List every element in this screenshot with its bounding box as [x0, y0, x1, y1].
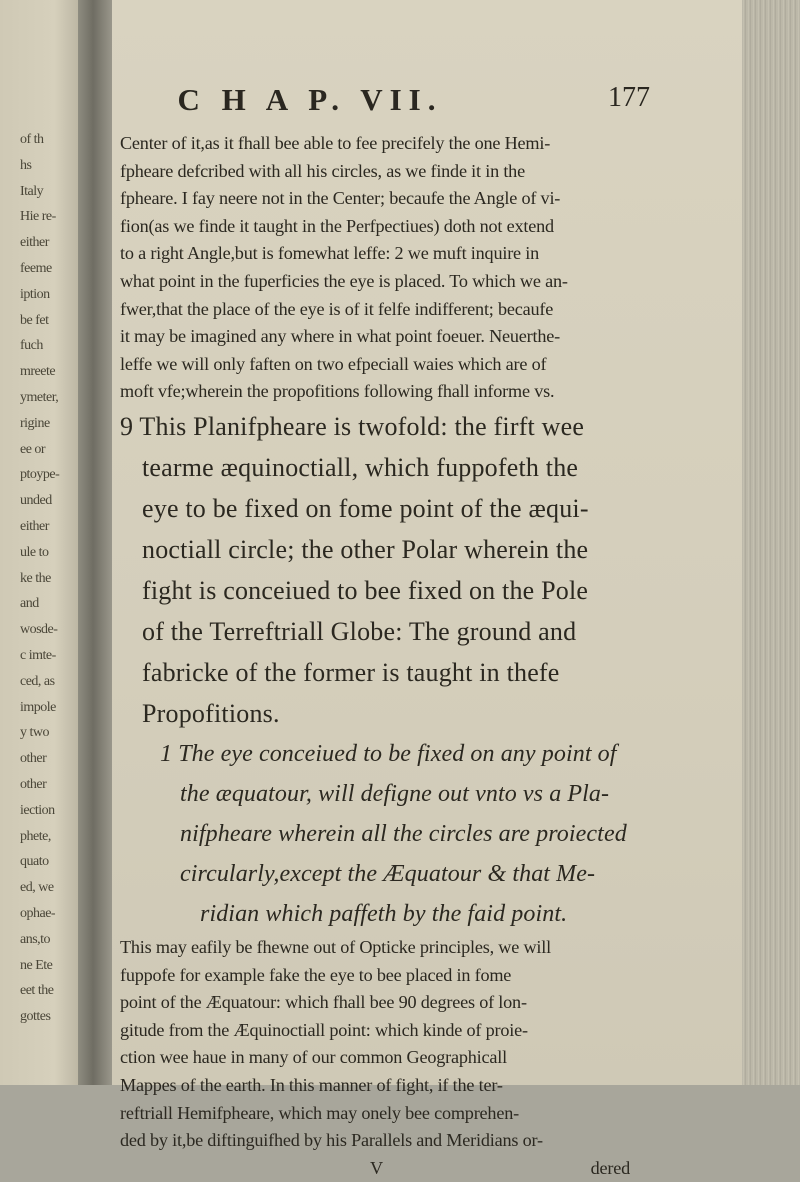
facing-text-fragment: quato — [20, 854, 49, 870]
facing-text-fragment: either — [20, 235, 49, 251]
text-line: tearme æquinoctiall, which fuppofeth the — [142, 452, 579, 482]
text-line: Center of it,as it fhall bee able to fee precifely the one Hemi- — [120, 133, 551, 153]
text-line: fabricke of the former is taught in thefe — [142, 657, 560, 687]
text-line: of the Terreftriall Globe: The ground and — [142, 616, 577, 646]
text-line: nifpheare wherein all the circles are proiected — [180, 820, 627, 847]
text-line: ction wee haue in many of our common Geographicall — [120, 1047, 507, 1068]
facing-text-fragment: ced, as — [20, 673, 55, 689]
facing-text-fragment: either — [20, 519, 49, 534]
text-line: 9 This Planifpheare is twofold: the firft wee — [120, 411, 585, 441]
facing-text-fragment: other — [20, 777, 47, 792]
facing-text-fragment: mreete — [20, 364, 56, 380]
facing-text-fragment: impole — [20, 699, 56, 715]
facing-text-fragment: hs — [20, 157, 32, 173]
facing-text-fragment: of th — [20, 132, 44, 147]
facing-text-fragment: Hie re- — [20, 209, 56, 225]
facing-text-fragment: phete, — [20, 828, 51, 844]
text-line: what point in the fuperficies the eye is placed. To which we an- — [120, 270, 568, 291]
facing-text-fragment: ee or — [20, 441, 46, 457]
text-line: Mappes of the earth. In this manner of fight, if the ter- — [120, 1074, 503, 1095]
text-line: 1 The eye conceiued to be fixed on any point of — [160, 740, 617, 767]
facing-text-fragment: ule to — [20, 544, 49, 560]
facing-text-fragment: ptoype- — [20, 467, 60, 483]
text-line: fight is conceiued to bee fixed on the Pole — [142, 575, 589, 605]
facing-text-fragment: ke the — [20, 570, 51, 586]
facing-text-fragment: ne Ete — [20, 957, 53, 973]
text-line: point of the Æquatour: which fhall bee 90 degrees of lon- — [120, 992, 527, 1013]
paragraph-1 — [120, 130, 650, 406]
text-line: to a right Angle,but is fomewhat leffe: 2 we muft inquire in — [120, 243, 540, 264]
paragraph-2 — [120, 406, 650, 734]
text-line: fpheare. I fay neere not in the Center; becaufe the Angle of vi- — [120, 188, 561, 209]
running-header — [120, 82, 650, 122]
facing-text-fragment: ophae- — [20, 906, 56, 921]
text-line: fion(as we finde it taught in the Perfpectiues) doth not extend — [120, 215, 554, 236]
facing-text-fragment: unded — [20, 493, 52, 509]
facing-text-fragment: iection — [20, 802, 55, 818]
paragraph-3 — [120, 934, 650, 1155]
facing-text-fragment: be fet — [20, 312, 49, 328]
facing-text-fragment: iption — [20, 286, 50, 302]
text-line: it may be imagined any where in what point foeuer. Neuerthe- — [120, 326, 561, 347]
book-gutter — [78, 0, 112, 1085]
text-line: fwer,that the place of the eye is of it felfe indifferent; becaufe — [120, 298, 554, 319]
text-line: moft vfe;wherein the propofitions following fhall informe vs. — [120, 381, 555, 402]
page-footer — [120, 1155, 650, 1182]
chapter-heading: C H A P. VII. — [177, 82, 443, 117]
text-line: circularly,except the Æquatour & that Me- — [180, 860, 596, 887]
text-line: This may eafily be fhewne out of Opticke principles, we will — [120, 936, 551, 957]
text-line: leffe we will only faften on two efpeciall waies which are of — [120, 353, 547, 374]
page-text — [120, 130, 650, 1182]
facing-text-fragment: y two — [20, 725, 49, 741]
facing-text-fragment: feeme — [20, 261, 52, 276]
facing-text-fragment: eet the — [20, 983, 54, 999]
text-line: fuppofe for example fake the eye to bee placed in fome — [120, 964, 512, 985]
text-line: Propofitions. — [142, 698, 280, 728]
proposition-1 — [120, 734, 650, 934]
facing-text-fragment: gottes — [20, 1009, 51, 1025]
text-line: ded by it,be diftinguifhed by his Parallels and Meridians or- — [120, 1130, 543, 1151]
facing-text-fragment: ans,to — [20, 931, 51, 947]
facing-text-fragment: other — [20, 751, 47, 767]
text-line: eye to be fixed on fome point of the æqui- — [142, 493, 589, 523]
facing-page-edge — [0, 0, 78, 1085]
catchword: dered — [590, 1157, 630, 1178]
facing-text-fragment: wosde- — [20, 622, 58, 638]
facing-text-fragment: Italy — [20, 183, 44, 199]
text-line: noctiall circle; the other Polar wherein the — [142, 534, 589, 564]
facing-text-fragment: ymeter, — [20, 390, 59, 405]
text-line: gitude from the Æquinoctiall point: which kinde of proie- — [120, 1019, 528, 1040]
facing-text-fragment: fuch — [20, 338, 43, 354]
page-number: 177 — [608, 82, 650, 113]
text-line: ridian which paffeth by the faid point. — [200, 900, 568, 927]
page-edge-stack — [742, 0, 800, 1085]
text-line: reftriall Hemifpheare, which may onely bee comprehen- — [120, 1102, 519, 1123]
facing-text-fragment: c imte- — [20, 648, 56, 663]
facing-text-fragment: and — [20, 596, 39, 612]
facing-text-fragment: ed, we — [20, 880, 54, 896]
signature-mark: V — [370, 1157, 383, 1178]
facing-text-fragment: rigine — [20, 415, 50, 431]
text-line: the æquatour, will defigne out vnto vs a Pla- — [180, 780, 610, 807]
text-line: fpheare defcribed with all his circles, as we finde it in the — [120, 160, 525, 181]
